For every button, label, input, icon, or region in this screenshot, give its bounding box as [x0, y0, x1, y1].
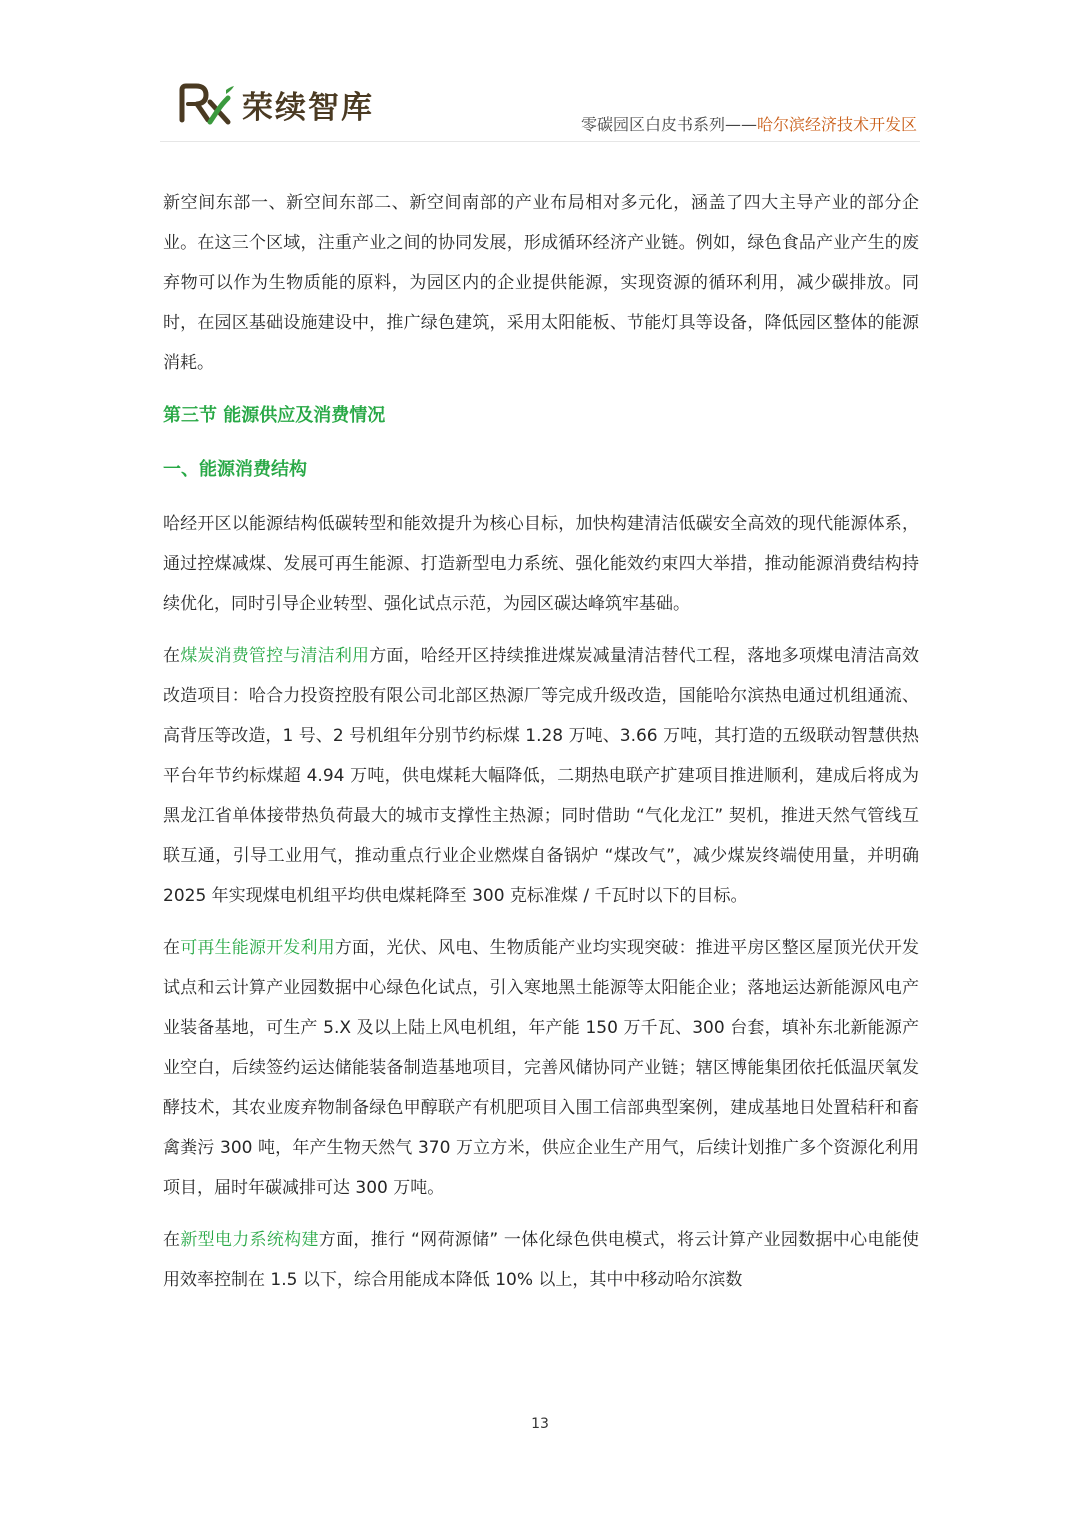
p3-rest: 方面，哈经开区持续推进煤炭减量清洁替代工程，落地多项煤电清洁高效改造项目：哈合力投资控股有限公司北部区热源厂等完成升级改造，国能哈尔滨热电通过机组通流、高背压等改造，1 号、2 号机组年分别节约标煤 1.28 万吨、3.66 万吨，其打造的五级联动智慧供热平台年节约标煤超 4.94 万吨，供电煤耗大幅降低，二期热电联产扩建项目推进顺利，建成后将成为黑龙江省单体接带热负荷最大的城市支撑性主热源；同时借助 “气化龙江” 契机，推进天然气管线互联互通，引导工业用气，推动重点行业企业燃煤自备锅炉 “煤改气”，减少煤炭终端使用量，并明确 2025 年实现煤电机组平均供电煤耗降至 300 克标准煤 / 千瓦时以下的目标。	[163, 646, 920, 906]
p3-prefix: 在	[163, 646, 181, 666]
section-title: 第三节 能源供应及消费情况	[163, 405, 386, 426]
paragraph-energy-goal: 哈经开区以能源结构低碳转型和能效提升为核心目标，加快构建清洁低碳安全高效的现代能源体系，通过控煤减煤、发展可再生能源、打造新型电力系统、强化能效约束四大举措，推动能源消费结构持续优化，同时引导企业转型、强化试点示范，为园区碳达峰筑牢基础。	[163, 514, 919, 614]
series-title	[581, 112, 917, 135]
p5-prefix: 在	[163, 1230, 181, 1250]
page-content	[163, 183, 919, 1300]
rx-logo-icon	[176, 82, 236, 126]
p5-rest: 方面，推行 “网荷源储” 一体化绿色供电模式，将云计算产业园数据中心电能使用效率控制在 1.5 以下，综合用能成本降低 10% 以上，其中中移动哈尔滨数	[163, 1230, 920, 1290]
paragraph-coal-control	[163, 636, 919, 916]
p4-highlight: 可再生能源开发利用	[180, 938, 335, 958]
page-header	[0, 0, 1080, 150]
header-divider	[160, 141, 920, 142]
subsection-title: 一、能源消费结构	[163, 459, 307, 480]
brand-logo	[176, 82, 374, 126]
paragraph-industrial-layout: 新空间东部一、新空间东部二、新空间南部的产业布局相对多元化，涵盖了四大主导产业的部分企业。在这三个区域，注重产业之间的协同发展，形成循环经济产业链。例如，绿色食品产业产生的废弃物可以作为生物质能的原料，为园区内的企业提供能源，实现资源的循环利用，减少碳排放。同时，在园区基础设施建设中，推广绿色建筑，采用太阳能板、节能灯具等设备，降低园区整体的能源消耗。	[163, 193, 919, 373]
series-prefix: 零碳园区白皮书系列——	[580, 115, 757, 134]
p4-prefix: 在	[163, 938, 181, 958]
p4-rest: 方面，光伏、风电、生物质能产业均实现突破：推进平房区整区屋顶光伏开发试点和云计算产业园数据中心绿色化试点，引入寒地黑土能源等太阳能企业；落地运达新能源风电产业装备基地，可生产 5.X 及以上陆上风电机组，年产能 150 万千瓦、300 台套，填补东北新能源产业空白，后续签约运达储能装备制造基地项目，完善风储协同产业链；辖区博能集团依托低温厌氧发酵技术，其农业废弃物制备绿色甲醇联产有机肥项目入围工信部典型案例，建成基地日处置秸秆和畜禽粪污 300 吨，年产生物天然气 370 万立方米，供应企业生产用气，后续计划推广多个资源化利用项目，届时年碳减排可达 300 万吨。	[163, 938, 920, 1198]
logo-text: 荣续智库	[242, 89, 374, 126]
series-highlight: 哈尔滨经济技术开发区	[756, 115, 917, 134]
paragraph-power-system	[163, 1220, 919, 1300]
p3-highlight: 煤炭消费管控与清洁利用	[180, 646, 370, 666]
paragraph-renewable-energy	[163, 928, 919, 1208]
page-number: 13	[531, 1416, 549, 1432]
p5-highlight: 新型电力系统构建	[180, 1230, 319, 1250]
